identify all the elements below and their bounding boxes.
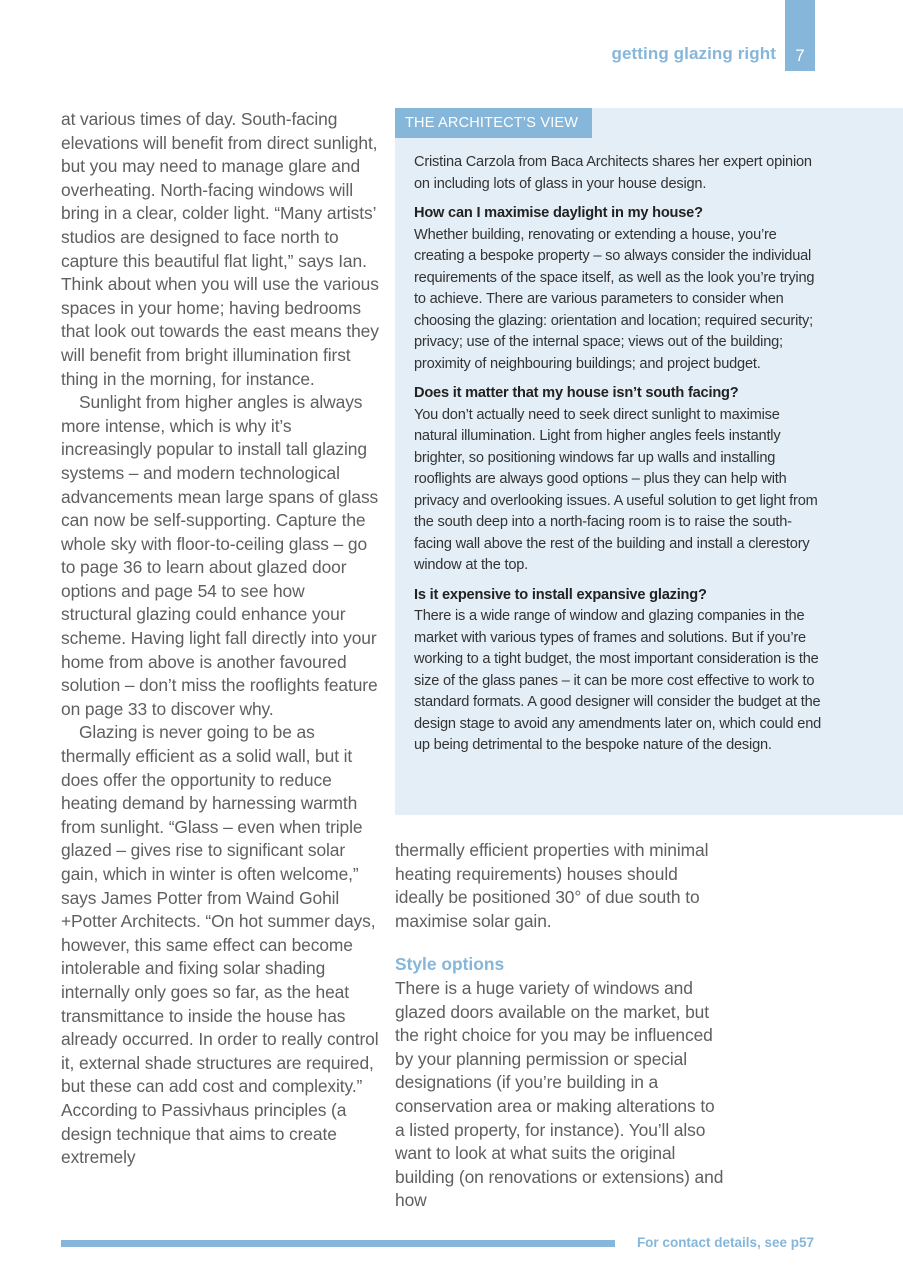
footer-rule — [61, 1240, 615, 1247]
sidebar-answer: Whether building, renovating or extending a house, you’re creating a bespoke property – so always consider the individual requirements of the space itself, as well as the look you’re trying to achieve. There are various parameters to consider when choosing the glazing: orientation and location; required security; privacy; use of the internal space; views out of the building; proximity of neighbouring buildings; and project budget. — [414, 226, 815, 372]
sidebar-question: Is it expensive to install expansive glazing? — [414, 586, 707, 603]
left-column — [61, 108, 379, 1170]
right-column — [395, 839, 725, 1213]
section-heading: Style options — [395, 954, 505, 975]
sidebar-answer: There is a wide range of window and glazing companies in the market with various types of frames and solutions. But if you’re working to a tight budget, the most important consideration is the size of the glass panes – it can be more cost effective to work to standard formats. A good designer will consider the budget at the design stage to avoid any amendments later on, which could end up being detrimental to the bespoke nature of the design. — [414, 608, 822, 753]
body-paragraph: Glazing is never going to be as thermally efficient as a solid wall, but it does offer the opportunity to reduce heating demand by harnessing warmth from sunlight. “Glass – even when triple glazed – gives rise to significant solar gain, which in winter is often welcome,” says James Potter from Waind Gohil +Potter Architects. “On hot summer days, however, this same effect can become intolerable and fixing solar shading internally only goes so far, as the heat transmittance to inside the house has already occurred. In order to really control it, external shade structures are required, but these can add cost and complexity.” According to Passivhaus principles (a design technique that aims to create extremely — [61, 722, 379, 1168]
sidebar-answer: You don’t actually need to seek direct sunlight to maximise natural illumination. Light from higher angles feels instantly brighter, so positioning windows far up walls and installing rooflights are always good options – plus they can help with privacy and overlooking issues. A useful solution to get light from the south deep into a north-facing room is to raise the south-facing wall above the rest of the building and install a clerestory window at the top. — [414, 406, 818, 573]
page-number: 7 — [795, 46, 805, 65]
sidebar-intro: Cristina Carzola from Baca Architects shares her expert opinion on including lots of glass in your house design. — [414, 154, 812, 192]
sidebar-content — [414, 152, 824, 765]
sidebar-tag: THE ARCHITECT’S VIEW — [395, 108, 592, 138]
body-paragraph: Sunlight from higher angles is always more intense, which is why it’s increasingly popular to install tall glazing systems – and modern technological advancements mean large spans of glass can now be self-supporting. Capture the whole sky with floor-to-ceiling glass – go to page 36 to learn about glazed door options and page 54 to see how structural glazing could enhance your scheme. Having light fall directly into your home from above is another favoured solution – don’t miss the rooflights feature on page 33 to discover why. — [61, 392, 379, 719]
running-header-title: getting glazing right — [611, 44, 776, 63]
body-paragraph: at various times of day. South-facing elevations will benefit from direct sunlight, but you may need to manage glare and overheating. North-facing windows will bring in a clear, colder light. “Many artists’ studios are designed to face north to capture this beautiful flat light,” says Ian. Think about when you will use the various spaces in your home; having bedrooms that look out towards the east means they will benefit from bright illumination first thing in the morning, for instance. — [61, 109, 379, 389]
architects-view-sidebar — [395, 108, 903, 815]
sidebar-question: Does it matter that my house isn’t south facing? — [414, 385, 739, 401]
sidebar-question: How can I maximise daylight in my house? — [414, 205, 703, 221]
page-number-tab — [785, 0, 815, 71]
body-paragraph: There is a huge variety of windows and glazed doors available on the market, but the right choice for you may be influenced by your planning permission or special designations (if you’re building in a conservation area or making alterations to a listed property, for instance). You’ll also want to look at what suits the original building (on renovations or extensions) and how — [395, 977, 724, 1211]
footer-contact-note: For contact details, see p57 — [636, 1235, 814, 1250]
body-paragraph: thermally efficient properties with minimal heating requirements) houses should ideally be positioned 30° of due south to maximise solar gain. — [395, 840, 709, 931]
